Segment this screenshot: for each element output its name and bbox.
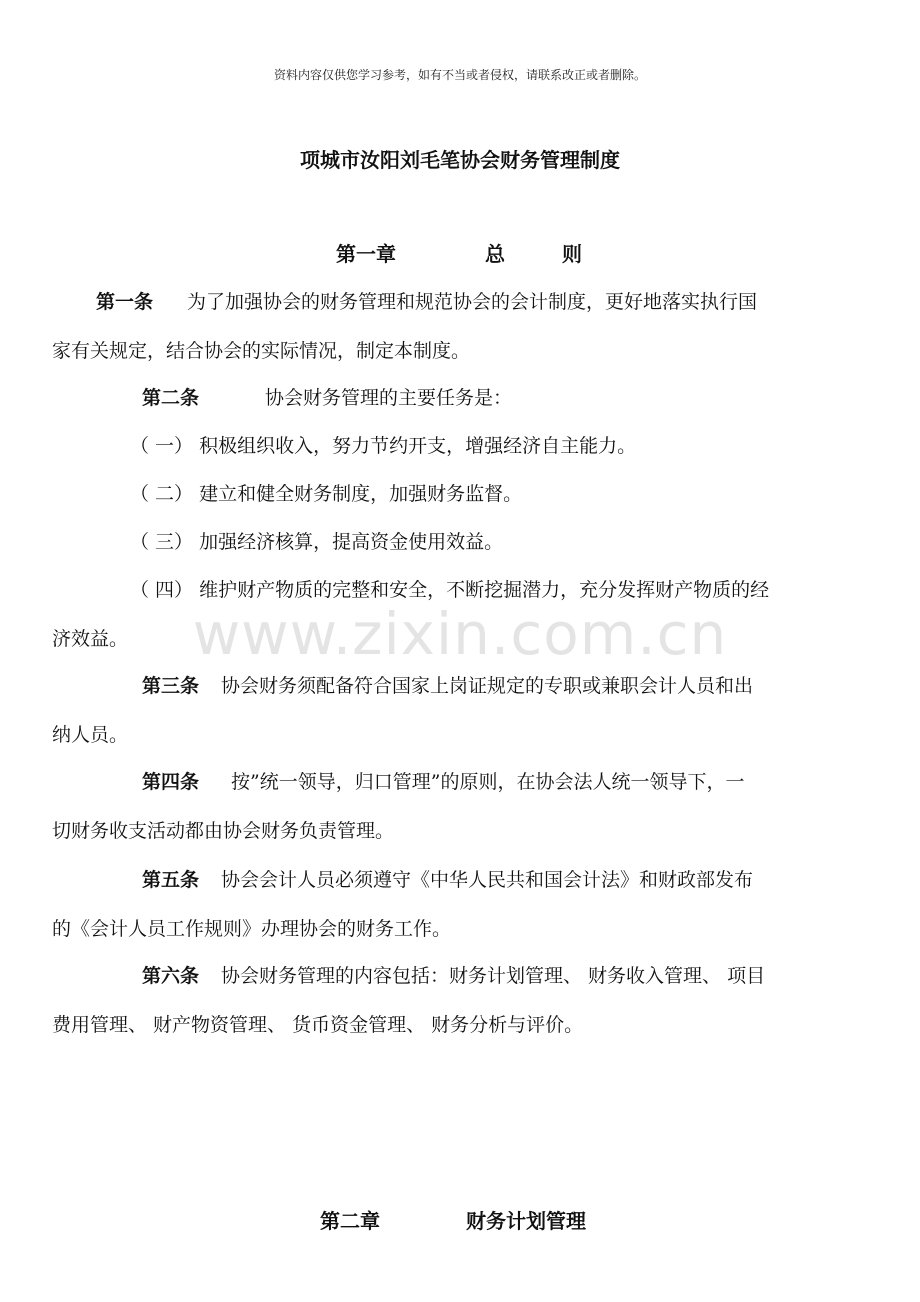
article-6-label: 第六条 bbox=[142, 965, 200, 987]
article-6 bbox=[52, 952, 872, 1050]
article-5 bbox=[52, 856, 872, 954]
chapter-1-name-part2: 则 bbox=[562, 242, 582, 266]
article-3-line2: 纳人员。 bbox=[52, 724, 129, 746]
task-item-4-line1: （ 四） 维护财产物质的完整和安全，不断挖掘潜力，充分发挥财产物质的经 bbox=[130, 579, 770, 601]
chapter-2-name: 财务计划管理 bbox=[466, 1209, 586, 1233]
article-1-label: 第一条 bbox=[96, 291, 154, 313]
article-5-line1: 协会会计人员必须遵守《中华人民共和国会计法》和财政部发布 bbox=[221, 869, 754, 891]
document-title: 项城市汝阳刘毛笔协会财务管理制度 bbox=[300, 148, 620, 172]
article-3-label: 第三条 bbox=[142, 675, 200, 697]
article-5-line2: 的《会计人员工作规则》办理协会的财务工作。 bbox=[52, 918, 452, 940]
article-1-line2: 家有关规定，结合协会的实际情况，制定本制度。 bbox=[52, 340, 471, 362]
article-1-line1: 为了加强协会的财务管理和规范协会的会计制度，更好地落实执行国 bbox=[187, 291, 758, 313]
article-4-line1: 按”统一领导，归口管理”的原则，在协会法人统一领导下，一 bbox=[231, 771, 745, 793]
task-item-3: （ 三） 加强经济核算，提高资金使用效益。 bbox=[130, 531, 504, 553]
article-6-line1: 协会财务管理的内容包括：财务计划管理、 财务收入管理、 项目 bbox=[221, 965, 766, 987]
article-6-line2: 费用管理、 财产物资管理、 货币资金管理、 财务分析与评价。 bbox=[52, 1014, 584, 1036]
task-item-4-line2: 济效益。 bbox=[52, 628, 129, 650]
chapter-1-name-part1: 总 bbox=[485, 242, 505, 266]
watermark-logo: www.zixin.com.cn bbox=[192, 600, 728, 668]
article-4-line2: 切财务收支活动都由协会财务负责管理。 bbox=[52, 820, 395, 842]
article-3 bbox=[52, 662, 872, 760]
article-4 bbox=[52, 758, 872, 856]
chapter-1-number: 第一章 bbox=[336, 242, 396, 266]
chapter-2-number: 第二章 bbox=[320, 1209, 380, 1233]
chapter-2-heading bbox=[0, 1205, 920, 1235]
article-3-line1: 协会财务须配备符合国家上岗证规定的专职或兼职会计人员和出 bbox=[221, 675, 754, 697]
disclaimer-text: 资料内容仅供您学习参考，如有不当或者侵权，请联系改正或者删除。 bbox=[273, 68, 646, 82]
article-2 bbox=[52, 374, 872, 423]
article-1 bbox=[52, 278, 872, 376]
article-5-label: 第五条 bbox=[142, 869, 200, 891]
article-2-label: 第二条 bbox=[142, 387, 200, 409]
chapter-1-heading bbox=[0, 238, 920, 268]
task-item-2: （ 二） 建立和健全财务制度，加强财务监督。 bbox=[130, 483, 523, 505]
task-item-1: （ 一） 积极组织收入，努力节约开支，增强经济自主能力。 bbox=[130, 435, 637, 457]
article-2-text: 协会财务管理的主要任务是： bbox=[265, 387, 513, 409]
article-4-label: 第四条 bbox=[142, 771, 200, 793]
